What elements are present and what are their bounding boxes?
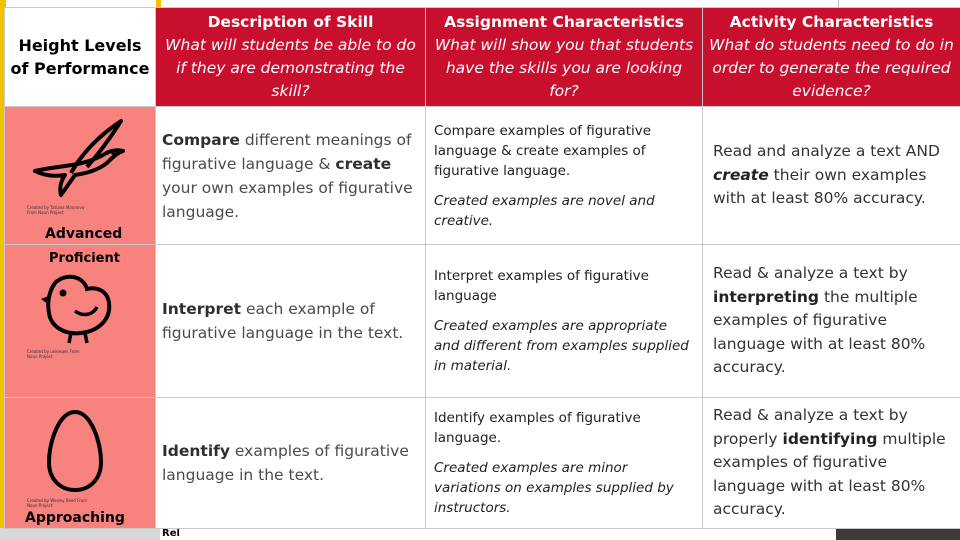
activity-header-title: Activity Characteristics (729, 13, 934, 31)
level-label-advanced: Advanced (45, 226, 123, 242)
level-label-approaching: Approaching (25, 510, 125, 526)
skill-cell-advanced (156, 107, 426, 245)
skill-verb: Interpret (162, 300, 242, 318)
activity-cell-proficient (703, 245, 960, 398)
activity-verb: identifying (782, 429, 878, 448)
assignment-note: Created examples are minor variations on examples supplied by instructors. (434, 460, 674, 516)
chick-icon (35, 269, 115, 353)
activity-text: their own examples with at least 80% accuracy. (713, 165, 927, 208)
skill-verb: Compare (162, 130, 240, 149)
assignment-header-title: Assignment Characteristics (444, 13, 684, 31)
footer-fragment-text: Rel (162, 528, 180, 539)
assignment-cell-approaching (426, 398, 703, 529)
egg-icon (45, 408, 105, 498)
skill-header (156, 8, 426, 107)
assignment-cell-advanced (426, 107, 703, 245)
assignment-text: Identify examples of figurative language. (434, 410, 641, 446)
levels-header: Height Levels of Performance (5, 8, 156, 107)
assignment-text: Compare examples of figurative language & create examples of figurative language. (434, 122, 652, 179)
skill-verb: create (335, 154, 392, 173)
assignment-note: Created examples are appropriate and different from examples supplied in material. (434, 318, 689, 374)
activity-text: the multiple examples of figurative language with at least 80% accuracy. (713, 287, 926, 377)
icon-credit: Created by unknown From Noun Project (27, 349, 80, 359)
skill-text: your own examples of figurative language. (162, 178, 413, 221)
assignment-header (426, 8, 703, 107)
rubric-table (4, 7, 960, 529)
level-cell-advanced (5, 107, 156, 245)
assignment-text: Interpret examples of figurative language (434, 268, 649, 304)
skill-verb: Identify (162, 442, 230, 460)
rubric-row-proficient (5, 245, 960, 398)
icon-credit: Created by Wesley Reed From Noun Project (27, 498, 87, 508)
activity-verb: interpreting (713, 287, 820, 306)
activity-text: multiple examples of figurative language with at least 80% accuracy. (713, 429, 946, 519)
header-row (5, 8, 960, 107)
assignment-header-question: What will show you that students have the skills you are looking for? (434, 36, 694, 100)
rubric-row-approaching (5, 398, 960, 529)
activity-cell-approaching (703, 398, 960, 529)
rubric-row-advanced (5, 107, 960, 245)
level-cell-proficient (5, 245, 156, 398)
level-cell-approaching (5, 398, 156, 529)
slide-footer-right (836, 528, 960, 540)
slide-footer-left (0, 528, 160, 540)
activity-text: Read & analyze a text by (713, 264, 908, 283)
activity-header-question: What do students need to do in order to generate the required evidence? (709, 36, 954, 100)
skill-text: examples of figurative language in the text. (162, 442, 409, 484)
activity-verb: create (713, 165, 769, 184)
bird-icon (31, 115, 127, 209)
activity-text: Read & analyze a text by properly (713, 406, 908, 448)
level-label-proficient: Proficient (49, 251, 120, 266)
activity-header (703, 8, 960, 107)
skill-text: each example of figurative language in the text. (162, 300, 404, 342)
assignment-cell-proficient (426, 245, 703, 398)
skill-header-title: Description of Skill (207, 13, 374, 31)
skill-header-question: What will students be able to do if they are demonstrating the skill? (165, 36, 416, 100)
activity-text: Read and analyze a text AND (713, 142, 940, 161)
icon-credit: Created by Tatiana Mironova From Noun Project (27, 205, 85, 215)
skill-text: different meanings of figurative language & (162, 130, 412, 173)
assignment-note: Created examples are novel and creative. (434, 192, 655, 229)
activity-cell-advanced (703, 107, 960, 245)
skill-cell-proficient (156, 245, 426, 398)
skill-cell-approaching (156, 398, 426, 529)
